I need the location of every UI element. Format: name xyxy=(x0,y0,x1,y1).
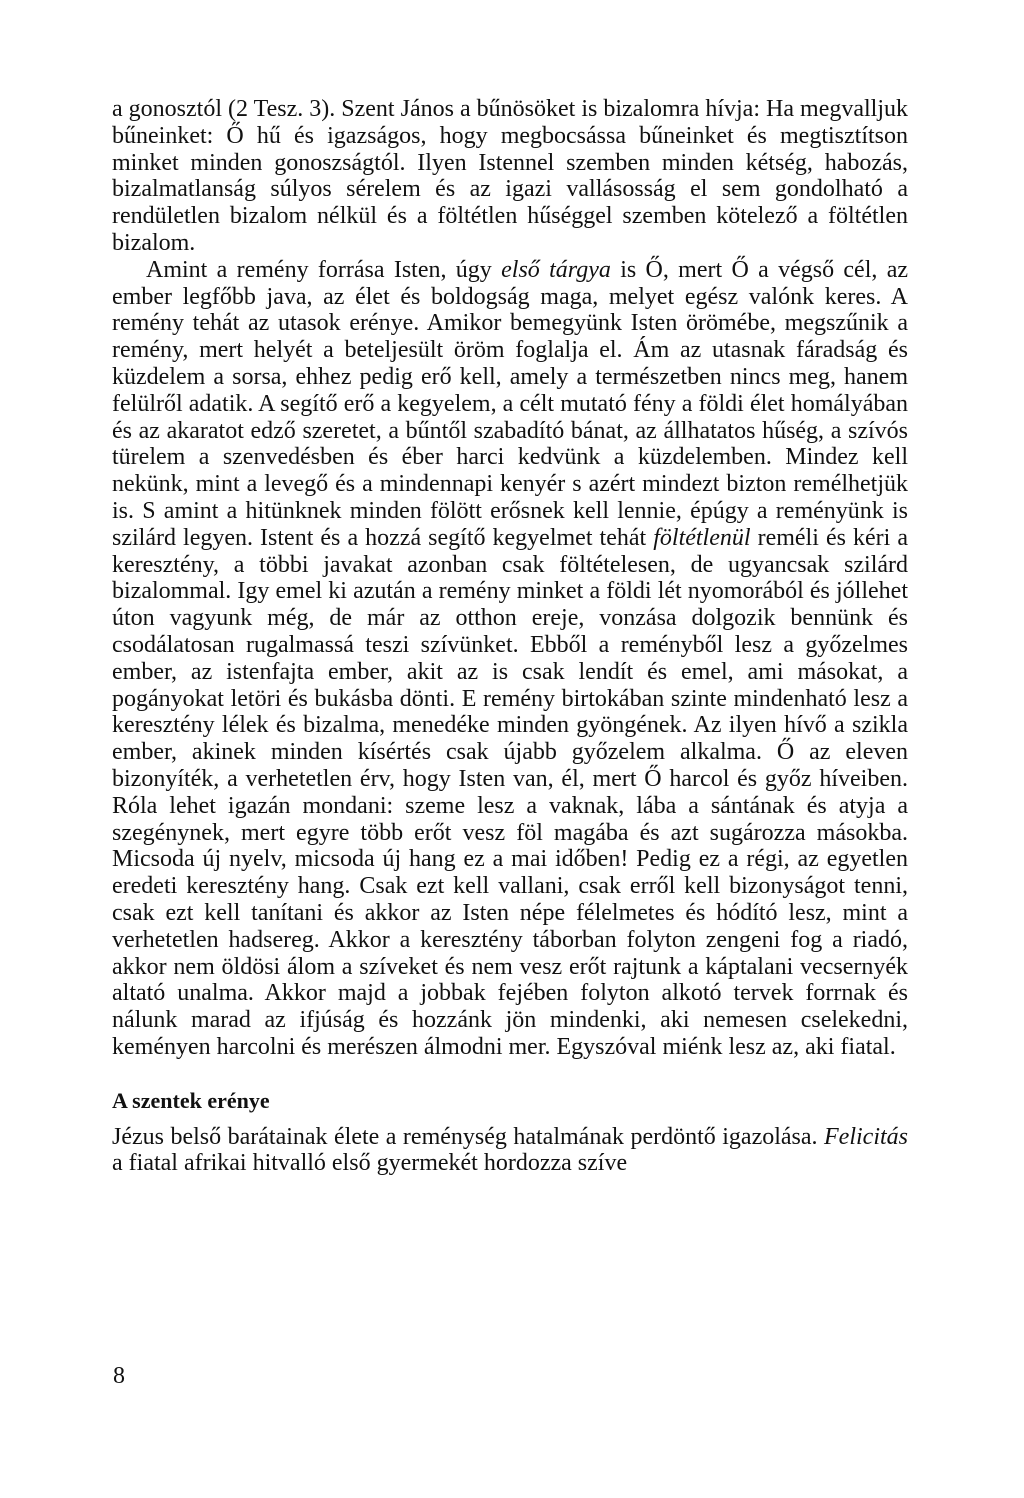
paragraph-3-text-2: a fiatal afrikai hitvalló első gyermekét hordozza szíve xyxy=(112,1150,628,1177)
paragraph-3 xyxy=(112,1124,908,1178)
paragraph-3-text-1: Jézus belső barátainak élete a reménység hatalmának perdöntő igazolása. xyxy=(112,1123,825,1150)
paragraph-2-text-2: is Ő, mert Ő a végső cél, az ember legfőbb java, az élet és boldogság maga, melyet egész valónk keres. A remény tehát az utasok erénye. Amikor bemegyünk Isten örömébe, megszűnik a remény, mert helyét a beteljesült öröm foglalja el. Ám az utasnak fáradság és küzdelem a sorsa, ehhez pedig erő kell, amely a természetben nincs meg, hanem felülről adatik. A segítő erő a kegyelem, a célt mutató fény a földi élet homályában és az akaratot edző szeretet, a bűntől szabadító bánat, az állhatatos hűség, a szívós türelem a szenvedésben és éber harci kedvünk a küzdelemben. Mindez kell nekünk, mint a levegő és a mindennapi kenyér s azért mindezt bizton remélhetjük is. S amint a hitünknek minden fölött erősnek kell lennie, épúgy a reményünk is szilárd legyen. Istent és a hozzá segítő kegyelmet tehát xyxy=(112,256,908,551)
paragraph-2-emphasis-1: első tárgya xyxy=(501,256,611,283)
paragraph-1: a gonosztól (2 Tesz. 3). Szent János a bűnösöket is bizalomra hívja: Ha megvalljuk bűneinket: Ő hű és igazságos, hogy megbocsássa bűneinket és megtisztítson minket minden gonoszságtól. Ilyen Istennel szemben minden kétség, habozás, bizalmatlanság súlyos sérelem és az igazi vallásosság el sem gondolható a rendületlen bizalom nélkül és a föltétlen hűséggel szemben kötelező a föltétlen bizalom. xyxy=(112,96,908,256)
paragraph-2 xyxy=(112,257,908,1061)
paragraph-2-emphasis-2: föltétlenül xyxy=(653,524,751,551)
paragraph-2-text-3: reméli és kéri a keresztény, a többi javakat azonban csak föltételesen, de ugyancsak szilárd bizalommal. Igy emel ki azután a remény minket a földi lét nyomorából és jóllehet úton vagyunk még, de már az otthon ereje, vonzása dolgozik bennünk és csodálatosan rugalmassá teszi szívünket. Ebből a reményből lesz a győzelmes ember, az istenfajta ember, akit az is csak lendít és emel, ami másokat, a pogányokat letöri és bukásba dönti. E remény birtokában szinte mindenható lesz a keresztény lélek és bizalma, menedéke minden gyöngének. Az ilyen hívő a szikla ember, akinek minden kísértés csak újabb győzelem alkalma. Ő az eleven bizonyíték, a verhetetlen érv, hogy Isten van, él, mert Ő harcol és győz híveiben. Róla lehet igazán mondani: szeme lesz a vaknak, lába a sántának és atyja a szegénynek, mert egyre több erőt vesz föl magába és azt sugározza másokba. Micsoda új nyelv, micsoda új hang ez a mai időben! Pedig ez a régi, az egyetlen eredeti keresztény hang. Csak ezt kell vallani, csak erről kell bizonyságot tenni, csak ezt kell tanítani és akkor az Isten népe félelmetes és hódító lesz, mint a verhetetlen hadsereg. Akkor a keresztény táborban folyton zengeni fog a riadó, akkor nem öldösi álom a szíveket és nem vesz erőt rajtunk a káptalani vecsernyék altató unalma. Akkor majd a jobbak fejében folyton alkotó tervek forrnak és nálunk marad az ifjúság és hozzánk jön mindenki, aki nemesen cselekedni, keményen harcolni és merészen álmodni mer. Egyszóval miénk lesz az, aki fiatal. xyxy=(112,524,908,1060)
page-number: 8 xyxy=(113,1363,125,1389)
paragraph-2-text-1: Amint a remény forrása Isten, úgy xyxy=(146,256,502,283)
section-heading: A szentek erénye xyxy=(112,1087,270,1113)
paragraph-3-emphasis-1: Felicitás xyxy=(824,1123,908,1150)
page-body xyxy=(112,96,908,1177)
